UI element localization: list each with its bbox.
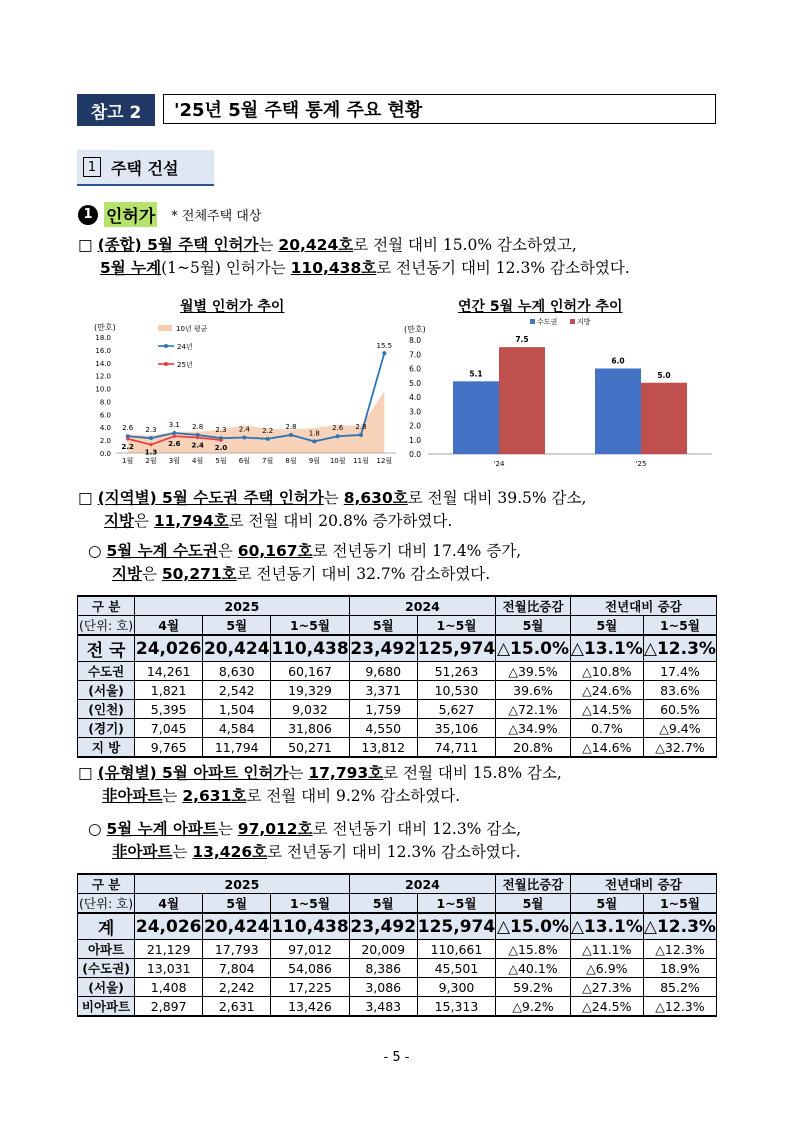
table-cell: △12.3% (643, 635, 716, 662)
series-24-point (312, 439, 316, 443)
summary-paragraph (78, 234, 630, 280)
table-row (78, 635, 717, 662)
x-tick-label: 8월 (285, 457, 297, 465)
table-cell: 13,426 (271, 997, 349, 1017)
regional-cumulative-paragraph (88, 540, 521, 586)
series-24-label: 2.8 (355, 422, 367, 431)
subsection-note: * 전체주택 대상 (171, 209, 262, 224)
table-cell: 31,806 (271, 719, 349, 738)
legend-marker-24 (164, 344, 168, 348)
y-tick-label: 5.0 (409, 378, 421, 388)
type-paragraph (78, 762, 562, 808)
table-cell: △13.1% (570, 635, 643, 662)
annual-permits-chart (398, 316, 716, 474)
table-cell: 45,501 (417, 959, 495, 978)
table-cell: △13.1% (570, 913, 643, 940)
header-cell: (단위: 호) (78, 616, 135, 636)
series-24-label: 2.8 (192, 422, 204, 431)
x-tick-label: 10월 (329, 457, 346, 465)
header-cell: 1~5월 (417, 616, 495, 636)
row-header-cell: (수도권) (78, 959, 135, 978)
legend-swatch-average (158, 325, 172, 331)
table-cell: 21,129 (135, 940, 203, 959)
subsection-title: 인허가 (104, 202, 157, 227)
y-tick-label: 10.0 (95, 385, 111, 394)
text-strong: 5월 누계 수도권 (106, 542, 218, 560)
bullet: □ (78, 236, 98, 254)
series-24-label: 2.6 (122, 424, 134, 433)
table-cell: 13,812 (349, 738, 417, 758)
series-24-point (242, 436, 246, 440)
text-strong: 5월 누계 (100, 259, 162, 277)
text-strong: 지방 (104, 512, 134, 530)
table-cell: 2,631 (203, 997, 271, 1017)
text: 로 전월 대비 15.0% 감소하였고, (353, 236, 577, 254)
text: 는 (288, 764, 309, 782)
legend-label: 수도권 (537, 318, 558, 326)
series-24-label: 2.3 (145, 426, 157, 435)
header-cell: 4월 (135, 894, 203, 914)
regional-table (77, 595, 717, 758)
page-title: '25년 5월 주택 통계 주요 현황 (163, 94, 716, 124)
x-tick-label: 11월 (353, 457, 369, 465)
series-25-label: 2.2 (121, 442, 134, 451)
series-24-label: 3.1 (168, 421, 180, 430)
text: 는 (217, 820, 238, 838)
bullet: □ (78, 764, 98, 782)
text: 은 (141, 565, 162, 583)
series-24-point (289, 433, 293, 437)
bullet: ○ (88, 542, 107, 560)
text-strong: (유형별) 5월 아파트 인허가 (97, 764, 289, 782)
row-header-cell: 계 (78, 913, 135, 940)
text-strong: 2,631호 (182, 787, 247, 805)
table-cell: 10,530 (417, 681, 495, 700)
chart1-title: 월별 인허가 추이 (180, 299, 285, 315)
table-cell: 13,031 (135, 959, 203, 978)
text: 는 (172, 843, 193, 861)
table-cell: 20,424 (203, 635, 271, 662)
table-cell: 85.2% (643, 978, 716, 997)
y-tick-label: 14.0 (95, 359, 111, 368)
series-24-label: 2.2 (262, 426, 274, 435)
header-cell: 1~5월 (643, 894, 716, 914)
bar-local (641, 383, 687, 454)
table-row (78, 681, 717, 700)
bar-value-label: 6.0 (611, 356, 625, 366)
legend-label: 24년 (177, 343, 193, 351)
table-cell: △10.8% (570, 662, 643, 681)
table-cell: 125,974 (417, 635, 495, 662)
header-cell: 전년대비 증감 (570, 874, 716, 894)
text-strong: 50,271호 (161, 565, 237, 583)
series-24-point (266, 437, 270, 441)
text: 는 (258, 236, 279, 254)
series-24-label: 2.6 (332, 424, 344, 433)
row-header-cell: 지 방 (78, 738, 135, 758)
text-strong: 非아파트 (102, 787, 163, 805)
chart1-unit: (만호) (94, 323, 116, 332)
text-strong: 17,793호 (308, 764, 384, 782)
series-25-label: 1.3 (144, 448, 158, 457)
header-cell: 2025 (135, 874, 350, 894)
header-cell: 구 분 (78, 596, 135, 616)
table-cell: 39.6% (496, 681, 571, 700)
x-tick-label: '25 (635, 460, 647, 468)
y-tick-label: 0.0 (99, 450, 111, 458)
table-cell: 19,329 (271, 681, 349, 700)
table-cell: 11,794 (203, 738, 271, 758)
table-cell: 8,386 (349, 959, 417, 978)
text-strong: (종합) 5월 주택 인허가 (97, 236, 259, 254)
text-strong: 5월 누계 아파트 (106, 820, 218, 838)
y-tick-label: 7.0 (409, 350, 421, 360)
text: 로 전월 대비 15.8% 감소, (383, 764, 562, 782)
y-tick-label: 2.0 (409, 421, 421, 431)
section-title: 주택 건설 (111, 158, 179, 178)
table-cell: 110,438 (271, 913, 349, 940)
series-24-point (336, 434, 340, 438)
table-cell: 54,086 (271, 959, 349, 978)
table-cell: 2,897 (135, 997, 203, 1017)
legend-swatch-local (570, 319, 575, 324)
text: 은 (217, 542, 238, 560)
header-cell: 5월 (570, 894, 643, 914)
bar-capital (595, 369, 641, 455)
text-strong: 60,167호 (237, 542, 313, 560)
bullet: □ (78, 489, 98, 507)
x-tick-label: '24 (493, 460, 505, 468)
text: 로 전년동기 대비 12.3% 감소하였다. (376, 259, 630, 277)
table-cell: 110,661 (417, 940, 495, 959)
monthly-permits-chart (80, 316, 402, 474)
reference-label: 참고 2 (77, 94, 155, 126)
row-header-cell: (서울) (78, 978, 135, 997)
table-cell: △34.9% (496, 719, 571, 738)
table-cell: 1,504 (203, 700, 271, 719)
table-cell: 14,261 (135, 662, 203, 681)
table-cell: 24,026 (135, 635, 203, 662)
header-cell: 1~5월 (271, 894, 349, 914)
table-cell: 83.6% (643, 681, 716, 700)
table-cell: △39.5% (496, 662, 571, 681)
header-cell: 5월 (349, 616, 417, 636)
series-24-label: 2.8 (285, 422, 297, 431)
table-cell: △40.1% (496, 959, 571, 978)
text-strong: 97,012호 (237, 820, 313, 838)
type-table (77, 873, 717, 1017)
series-24-label: 2.4 (238, 425, 250, 434)
text: 로 전년동기 대비 32.7% 감소하였다. (236, 565, 491, 583)
header-cell: 5월 (496, 616, 571, 636)
table-cell: △27.3% (570, 978, 643, 997)
text-strong: 지방 (112, 565, 142, 583)
y-tick-label: 3.0 (409, 407, 421, 417)
header-cell: 2024 (349, 874, 495, 894)
table-cell: 18.9% (643, 959, 716, 978)
x-tick-label: 3월 (168, 457, 180, 465)
bar-capital (453, 381, 499, 454)
text: 로 전월 대비 39.5% 감소, (407, 489, 587, 507)
x-tick-label: 6월 (238, 457, 250, 465)
table-row (78, 940, 717, 959)
header-cell: (단위: 호) (78, 894, 135, 914)
text-strong: 110,438호 (290, 259, 377, 277)
bar-value-label: 5.0 (657, 370, 671, 380)
y-tick-label: 6.0 (99, 411, 111, 420)
table-cell: 23,492 (349, 635, 417, 662)
table-cell: △6.9% (570, 959, 643, 978)
table-cell: 9,032 (271, 700, 349, 719)
row-header-cell: (인천) (78, 700, 135, 719)
text-strong: (지역별) 5월 수도권 주택 인허가 (97, 489, 324, 507)
y-tick-label: 8.0 (99, 398, 111, 407)
table-cell: △24.5% (570, 997, 643, 1017)
table-cell: △12.3% (643, 940, 716, 959)
header-cell: 1~5월 (271, 616, 349, 636)
average-area (128, 391, 385, 453)
table-cell: △15.0% (496, 913, 571, 940)
text-strong: 8,630호 (343, 489, 408, 507)
table-cell: 60.5% (643, 700, 716, 719)
series-24-point (359, 433, 363, 437)
chart2-unit: (만호) (404, 325, 426, 334)
header-cell: 2024 (349, 596, 495, 616)
x-tick-label: 2월 (145, 457, 157, 465)
x-tick-label: 4월 (192, 457, 204, 465)
table-cell: 23,492 (349, 913, 417, 940)
text-strong: 11,794호 (153, 512, 229, 530)
text: 는 (323, 489, 344, 507)
y-tick-label: 8.0 (409, 336, 421, 345)
bar-local (499, 347, 545, 454)
table-row (78, 997, 717, 1017)
subsection-number: 1 (78, 205, 98, 225)
x-tick-label: 1월 (122, 457, 134, 465)
table-cell: 7,804 (203, 959, 271, 978)
table-cell: 17.4% (643, 662, 716, 681)
table-cell: △14.5% (570, 700, 643, 719)
table-cell: 17,225 (271, 978, 349, 997)
text: 로 전년동기 대비 17.4% 증가, (312, 542, 522, 560)
table-cell: 2,242 (203, 978, 271, 997)
legend-marker-25 (164, 362, 168, 366)
y-tick-label: 4.0 (99, 424, 111, 433)
text: 는 (162, 787, 183, 805)
series-25-label: 2.0 (214, 444, 228, 453)
table-cell: 0.7% (570, 719, 643, 738)
y-tick-label: 16.0 (95, 346, 111, 355)
series-24-label: 2.3 (215, 426, 227, 435)
table-cell: 74,711 (417, 738, 495, 758)
series-25-label: 2.6 (168, 440, 181, 449)
table-cell: △15.0% (496, 635, 571, 662)
table-cell: △15.8% (496, 940, 571, 959)
table-cell: △32.7% (643, 738, 716, 758)
table-cell: 50,271 (271, 738, 349, 758)
table-cell: 20.8% (496, 738, 571, 758)
table-row (78, 738, 717, 758)
table-cell: 24,026 (135, 913, 203, 940)
x-tick-label: 12월 (376, 457, 393, 465)
text: (1~5월) 인허가는 (161, 259, 291, 277)
table-cell: 59.2% (496, 978, 571, 997)
table-cell: 1,408 (135, 978, 203, 997)
text: 로 전년동기 대비 12.3% 감소하였다. (267, 843, 521, 861)
table-cell: 3,086 (349, 978, 417, 997)
table-row (78, 978, 717, 997)
text: 로 전월 대비 20.8% 증가하였다. (228, 512, 453, 530)
table-cell: △12.3% (643, 997, 716, 1017)
table-cell: 110,438 (271, 635, 349, 662)
table-cell: 9,765 (135, 738, 203, 758)
row-header-cell: (서울) (78, 681, 135, 700)
table-row (78, 913, 717, 940)
table-cell: △14.6% (570, 738, 643, 758)
y-tick-label: 6.0 (409, 364, 421, 374)
y-tick-label: 12.0 (95, 372, 111, 381)
text: 로 전년동기 대비 12.3% 감소, (312, 820, 522, 838)
y-tick-label: 2.0 (99, 437, 111, 446)
series-24-label: 1.8 (308, 429, 320, 438)
table-cell: 5,627 (417, 700, 495, 719)
table-cell: 8,630 (203, 662, 271, 681)
header-cell: 5월 (203, 894, 271, 914)
text: 로 전월 대비 9.2% 감소하였다. (246, 787, 461, 805)
type-cumulative-paragraph (88, 818, 521, 864)
chart2-title: 연간 5월 누계 인허가 추이 (458, 299, 623, 315)
row-header-cell: 전 국 (78, 635, 135, 662)
text-strong: 非아파트 (112, 843, 173, 861)
legend-label: 10년 평균 (176, 325, 208, 333)
section-number: 1 (83, 157, 101, 177)
header-cell: 5월 (496, 894, 571, 914)
table-cell: 1,821 (135, 681, 203, 700)
table-cell: 3,483 (349, 997, 417, 1017)
table-cell: 60,167 (271, 662, 349, 681)
bullet: ○ (88, 820, 107, 838)
row-header-cell: 수도권 (78, 662, 135, 681)
table-row (78, 662, 717, 681)
series-24-point (382, 351, 386, 355)
table-cell: 7,045 (135, 719, 203, 738)
table-cell: 4,550 (349, 719, 417, 738)
section-heading (77, 150, 214, 186)
table-cell: △24.6% (570, 681, 643, 700)
row-header-cell: 비아파트 (78, 997, 135, 1017)
series-25-label: 2.4 (191, 441, 204, 450)
table-cell: △9.4% (643, 719, 716, 738)
x-tick-label: 9월 (308, 457, 320, 465)
header-cell: 4월 (135, 616, 203, 636)
table-row (78, 719, 717, 738)
table-cell: 51,263 (417, 662, 495, 681)
table-cell: 17,793 (203, 940, 271, 959)
row-header-cell: 아파트 (78, 940, 135, 959)
table-cell: △9.2% (496, 997, 571, 1017)
page-number: - 5 - (383, 1050, 410, 1065)
header-cell: 2025 (135, 596, 350, 616)
series-24-point (149, 436, 153, 440)
header-cell: 5월 (203, 616, 271, 636)
y-tick-label: 0.0 (409, 450, 421, 459)
row-header-cell: (경기) (78, 719, 135, 738)
table-cell: 9,680 (349, 662, 417, 681)
table-cell: 20,424 (203, 913, 271, 940)
legend-label: 25년 (177, 361, 193, 369)
header-cell: 전년대비 증감 (570, 596, 716, 616)
header-cell: 5월 (349, 894, 417, 914)
table-cell: 20,009 (349, 940, 417, 959)
table-row (78, 700, 717, 719)
x-tick-label: 5월 (215, 457, 227, 465)
legend-label: 지방 (577, 318, 591, 326)
table-cell: 3,371 (349, 681, 417, 700)
header-cell: 구 분 (78, 874, 135, 894)
header-cell: 1~5월 (643, 616, 716, 636)
subsection-heading (78, 202, 261, 227)
header-cell: 전월比증감 (496, 596, 571, 616)
text-strong: 13,426호 (192, 843, 268, 861)
y-tick-label: 18.0 (95, 334, 111, 342)
bar-value-label: 5.1 (469, 369, 483, 379)
regional-paragraph (78, 487, 586, 533)
header-cell: 1~5월 (417, 894, 495, 914)
x-tick-label: 7월 (262, 457, 274, 465)
table-cell: 5,395 (135, 700, 203, 719)
table-cell: 2,542 (203, 681, 271, 700)
table-cell: △11.1% (570, 940, 643, 959)
text-strong: 20,424호 (278, 236, 354, 254)
y-tick-label: 1.0 (409, 435, 421, 445)
table-cell: 35,106 (417, 719, 495, 738)
table-row (78, 959, 717, 978)
table-cell: △12.3% (643, 913, 716, 940)
legend-swatch-capital (530, 319, 535, 324)
table-cell: 4,584 (203, 719, 271, 738)
table-cell: 15,313 (417, 997, 495, 1017)
y-tick-label: 4.0 (409, 393, 421, 402)
series-24-label: 15.5 (376, 342, 393, 351)
table-cell: 9,300 (417, 978, 495, 997)
bar-value-label: 7.5 (515, 335, 529, 345)
table-cell: 1,759 (349, 700, 417, 719)
text: 은 (133, 512, 154, 530)
header-cell: 5월 (570, 616, 643, 636)
table-cell: 97,012 (271, 940, 349, 959)
table-cell: △72.1% (496, 700, 571, 719)
table-cell: 125,974 (417, 913, 495, 940)
header-cell: 전월比증감 (496, 874, 571, 894)
